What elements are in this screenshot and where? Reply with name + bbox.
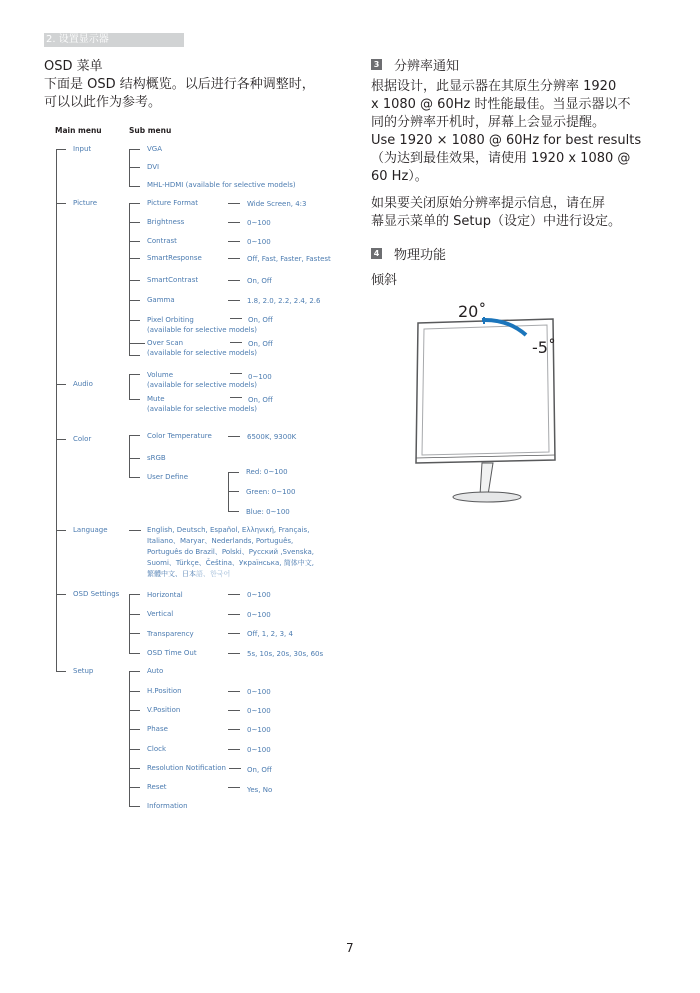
sub-item-h-position: H.Position	[147, 687, 182, 695]
sub-branch	[129, 222, 140, 223]
sub-item-horizontal: Horizontal	[147, 591, 183, 599]
sub-tree-line	[228, 472, 229, 512]
value-dash	[228, 633, 240, 634]
tilt-label: 倾斜	[371, 273, 398, 288]
availability-note: (available for selective models)	[147, 326, 257, 334]
value-resolution-notification: On, Off	[247, 766, 272, 774]
language-list-line: English, Deutsch, Español, Ελληνική, Français,	[147, 526, 310, 534]
paragraph-line: 如果要关闭原始分辨率提示信息，请在屏	[371, 196, 606, 211]
sub-branch	[129, 343, 140, 344]
sub-tree-line	[129, 203, 130, 355]
value-vertical: 0~100	[247, 611, 271, 619]
sub-branch	[129, 167, 140, 168]
sub-item-over-scan: Over Scan	[147, 339, 184, 347]
sub-item-auto: Auto	[147, 667, 164, 675]
availability-note: (available for selective models)	[147, 381, 257, 389]
value-clock: 0~100	[247, 746, 271, 754]
page-number: 7	[346, 941, 354, 955]
sub-tree-line	[129, 374, 130, 399]
value-dash	[228, 691, 240, 692]
sub-branch	[129, 186, 140, 187]
sub-item-transparency: Transparency	[147, 630, 194, 638]
availability-note: (available for selective models)	[147, 349, 257, 357]
sub-item-user-define: User Define	[147, 473, 189, 481]
value-dash	[228, 787, 240, 788]
sub-branch	[129, 691, 140, 692]
sub-branch	[129, 614, 140, 615]
sub-item-information: Information	[147, 802, 188, 810]
sub-branch	[129, 241, 140, 242]
main-branch	[56, 149, 66, 150]
sub-item-phase: Phase	[147, 725, 168, 733]
sub-item-pixel-orbiting: Pixel Orbiting	[147, 316, 194, 324]
paragraph-line: （为达到最佳效果，请使用 1920 x 1080 @	[371, 151, 631, 166]
value-dash	[228, 258, 240, 259]
value-dash	[228, 614, 240, 615]
value-dash	[228, 749, 240, 750]
sub-branch	[228, 472, 239, 473]
value-dash	[228, 594, 240, 595]
value-transparency: Off, 1, 2, 3, 4	[247, 630, 293, 638]
value-red: Red: 0~100	[246, 468, 288, 476]
sub-branch	[129, 768, 140, 769]
tilt-angle-up: 20˚	[458, 302, 487, 321]
sub-branch	[129, 633, 140, 634]
sub-item-vga: VGA	[147, 145, 163, 153]
value-color-temperature: 6500K, 9300K	[247, 433, 297, 441]
sub-branch	[129, 258, 140, 259]
value-dash	[230, 373, 242, 374]
value-dash	[228, 300, 240, 301]
section-number-3: 3	[371, 59, 382, 70]
value-pixel-orbiting: On, Off	[248, 316, 273, 324]
sub-item-vertical: Vertical	[147, 610, 174, 618]
sub-item-osd-timeout: OSD Time Out	[147, 649, 197, 657]
sub-item-gamma: Gamma	[147, 296, 175, 304]
section-number-4: 4	[371, 248, 382, 259]
sub-item-mhl: MHL-HDMI (available for selective models)	[147, 181, 296, 189]
language-list-line: Italiano、Maryar、Nederlands, Português,	[147, 537, 294, 545]
value-dash	[228, 710, 240, 711]
value-gamma: 1.8, 2.0, 2.2, 2.4, 2.6	[247, 297, 321, 305]
monitor-tilt-illustration	[400, 295, 580, 510]
value-volume: 0~100	[248, 373, 272, 381]
sub-branch	[129, 458, 140, 459]
paragraph-line: 幕显示菜单的 Setup（设定）中进行设定。	[371, 214, 621, 229]
value-v-position: 0~100	[247, 707, 271, 715]
section-title-resolution-notification: 分辨率通知	[394, 59, 460, 74]
value-picture-format: Wide Screen, 4:3	[247, 200, 307, 208]
value-dash	[230, 342, 242, 343]
language-list-line: 繁體中文、日本語、한국어	[147, 570, 231, 578]
main-item-color: Color	[73, 435, 92, 443]
sub-branch	[129, 530, 141, 531]
sub-item-v-position: V.Position	[147, 706, 181, 714]
value-osd-timeout: 5s, 10s, 20s, 30s, 60s	[247, 650, 324, 658]
value-dash	[228, 653, 240, 654]
sub-branch	[129, 320, 140, 321]
value-reset: Yes, No	[247, 786, 273, 794]
main-item-setup: Setup	[73, 667, 94, 675]
sub-item-dvi: DVI	[147, 163, 160, 171]
value-dash	[228, 241, 240, 242]
sub-item-srgb: sRGB	[147, 454, 166, 462]
main-branch	[56, 384, 66, 385]
main-item-osd-settings: OSD Settings	[73, 590, 120, 598]
sub-branch	[228, 511, 239, 512]
main-branch	[56, 530, 66, 531]
value-phase: 0~100	[247, 726, 271, 734]
sub-tree-line	[129, 435, 130, 477]
sub-branch	[129, 729, 140, 730]
sub-branch	[140, 343, 145, 344]
tilt-angle-down: -5˚	[532, 338, 556, 357]
sub-branch	[129, 203, 140, 204]
sub-branch	[129, 806, 140, 807]
value-dash	[228, 280, 240, 281]
sub-branch	[129, 374, 140, 375]
value-horizontal: 0~100	[247, 591, 271, 599]
section-title-osd-menu: OSD 菜单	[44, 59, 103, 74]
sub-branch	[228, 491, 239, 492]
sub-branch	[129, 300, 140, 301]
value-brightness: 0~100	[247, 219, 271, 227]
value-contrast: 0~100	[247, 238, 271, 246]
value-smartresponse: Off, Fast, Faster, Fastest	[247, 255, 331, 263]
value-dash	[228, 203, 240, 204]
sub-item-color-temperature: Color Temperature	[147, 432, 212, 440]
value-h-position: 0~100	[247, 688, 271, 696]
main-branch	[56, 203, 66, 204]
sub-item-contrast: Contrast	[147, 237, 177, 245]
paragraph-line: x 1080 @ 60Hz 时性能最佳。当显示器以不	[371, 97, 631, 112]
sub-branch	[129, 594, 140, 595]
main-branch	[56, 594, 66, 595]
language-list-line: Português do Brazil、Polski、Русский ,Svenska,	[147, 548, 314, 556]
sub-branch	[129, 435, 140, 436]
sub-item-reset: Reset	[147, 783, 167, 791]
availability-note: (available for selective models)	[147, 405, 257, 413]
sub-item-smartcontrast: SmartContrast	[147, 276, 199, 284]
sub-branch	[129, 749, 140, 750]
paragraph-line: 同的分辨率开机时，屏幕上会显示提醒。	[371, 115, 606, 130]
sub-branch	[129, 710, 140, 711]
value-dash	[230, 318, 242, 319]
value-dash	[228, 222, 240, 223]
sub-item-brightness: Brightness	[147, 218, 185, 226]
paragraph-line: Use 1920 × 1080 @ 60Hz for best results	[371, 133, 642, 148]
main-branch	[56, 671, 66, 672]
sub-item-smartresponse: SmartResponse	[147, 254, 202, 262]
value-dash	[230, 397, 242, 398]
sub-item-clock: Clock	[147, 745, 167, 753]
main-item-picture: Picture	[73, 199, 98, 207]
value-dash	[228, 436, 240, 437]
intro-line-2: 可以以此作为参考。	[44, 95, 162, 110]
sub-branch	[129, 399, 140, 400]
sub-branch	[129, 671, 140, 672]
section-title-physical-function: 物理功能	[394, 248, 447, 263]
main-branch	[56, 439, 66, 440]
main-item-language: Language	[73, 526, 108, 534]
sub-item-resolution-notification: Resolution Notification	[147, 764, 226, 772]
sub-branch	[129, 149, 140, 150]
sub-menu-header: Sub menu	[129, 126, 172, 135]
sub-item-mute: Mute	[147, 395, 165, 403]
intro-line-1: 下面是 OSD 结构概览。以后进行各种调整时，	[44, 77, 315, 92]
paragraph-line: 60 Hz）。	[371, 169, 428, 184]
sub-branch	[129, 653, 140, 654]
sub-branch	[129, 787, 140, 788]
value-blue: Blue: 0~100	[246, 508, 290, 516]
main-item-audio: Audio	[73, 380, 93, 388]
sub-item-picture-format: Picture Format	[147, 199, 198, 207]
main-menu-header: Main menu	[55, 126, 102, 135]
sub-item-volume: Volume	[147, 371, 174, 379]
sub-branch	[129, 477, 140, 478]
value-mute: On, Off	[248, 396, 273, 404]
value-green: Green: 0~100	[246, 488, 296, 496]
sub-branch	[129, 355, 140, 356]
sub-branch	[129, 280, 140, 281]
value-dash	[228, 729, 240, 730]
sub-tree-line	[129, 594, 130, 653]
paragraph-line: 根据设计，此显示器在其原生分辨率 1920	[371, 79, 617, 94]
main-item-input: Input	[73, 145, 92, 153]
language-list-line: Suomi、Türkçe、Čeština、Українська, 简体中文,	[147, 559, 314, 567]
value-over-scan: On, Off	[248, 340, 273, 348]
value-smartcontrast: On, Off	[247, 277, 272, 285]
value-dash	[229, 768, 241, 769]
chapter-header: 2. 设置显示器	[44, 33, 184, 47]
